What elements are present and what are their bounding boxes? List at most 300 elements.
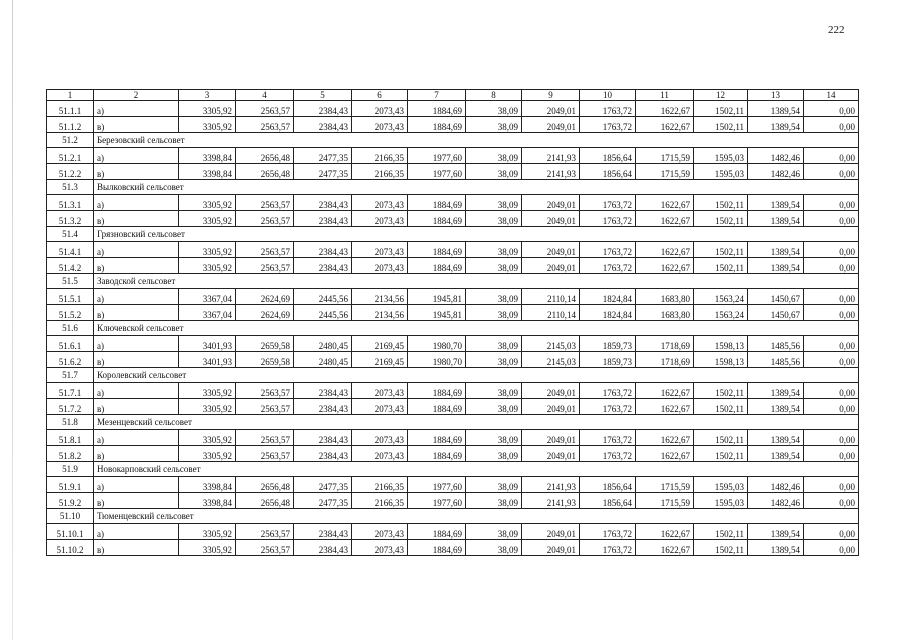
value-cell: 1389,54: [748, 101, 804, 117]
value-cell: 0,00: [804, 242, 859, 258]
value-cell: 2073,43: [352, 430, 408, 446]
value-cell: 2049,01: [522, 399, 580, 415]
value-cell: 1884,69: [408, 524, 466, 540]
value-cell: 1482,46: [748, 493, 804, 509]
value-cell: 0,00: [804, 289, 859, 305]
row-code: 51.6.1: [47, 336, 94, 352]
value-cell: 1595,03: [694, 477, 748, 493]
row-code: 51.7.2: [47, 399, 94, 415]
value-cell: 1595,03: [694, 148, 748, 164]
value-cell: 3305,92: [179, 430, 236, 446]
section-code: 51.7: [47, 368, 94, 383]
value-cell: 2384,43: [294, 258, 352, 274]
value-cell: 1856,64: [580, 477, 636, 493]
value-cell: 1856,64: [580, 164, 636, 180]
value-cell: 2384,43: [294, 540, 352, 556]
value-cell: 2563,57: [236, 195, 294, 211]
value-cell: 1945,81: [408, 289, 466, 305]
value-cell: 1763,72: [580, 383, 636, 399]
value-cell: 1977,60: [408, 493, 466, 509]
row-code: 51.1.2: [47, 117, 94, 133]
row-label: в): [94, 117, 179, 133]
value-cell: 38,09: [466, 430, 522, 446]
row-label: а): [94, 101, 179, 117]
value-cell: 2563,57: [236, 101, 294, 117]
scan-edge: [12, 0, 13, 640]
value-cell: 1763,72: [580, 117, 636, 133]
value-cell: 1718,69: [636, 352, 694, 368]
value-cell: 3398,84: [179, 493, 236, 509]
row-code: 51.3.1: [47, 195, 94, 211]
row-code: 51.5.1: [47, 289, 94, 305]
table-row: [47, 352, 859, 368]
table-row: [47, 383, 859, 399]
value-cell: 2563,57: [236, 524, 294, 540]
value-cell: 3305,92: [179, 211, 236, 227]
table-row: [47, 258, 859, 274]
table-row: [47, 148, 859, 164]
column-header: 3: [179, 90, 236, 101]
value-cell: 1622,67: [636, 101, 694, 117]
value-cell: 0,00: [804, 383, 859, 399]
value-cell: 2049,01: [522, 524, 580, 540]
value-cell: 1945,81: [408, 305, 466, 321]
value-cell: 1389,54: [748, 195, 804, 211]
value-cell: 2141,93: [522, 493, 580, 509]
value-cell: 2049,01: [522, 101, 580, 117]
value-cell: 0,00: [804, 477, 859, 493]
value-cell: 0,00: [804, 446, 859, 462]
value-cell: 38,09: [466, 242, 522, 258]
value-cell: 1450,67: [748, 305, 804, 321]
value-cell: 1977,60: [408, 477, 466, 493]
row-label: в): [94, 352, 179, 368]
value-cell: 2166,35: [352, 164, 408, 180]
value-cell: 1389,54: [748, 430, 804, 446]
value-cell: 1622,67: [636, 117, 694, 133]
value-cell: 1389,54: [748, 540, 804, 556]
table-row: [47, 117, 859, 133]
value-cell: 2384,43: [294, 399, 352, 415]
value-cell: 2480,45: [294, 352, 352, 368]
value-cell: 1622,67: [636, 524, 694, 540]
column-header: 5: [294, 90, 352, 101]
value-cell: 3305,92: [179, 195, 236, 211]
value-cell: 1763,72: [580, 399, 636, 415]
value-cell: 38,09: [466, 211, 522, 227]
value-cell: 2445,56: [294, 289, 352, 305]
value-cell: 1502,11: [694, 211, 748, 227]
value-cell: 2445,56: [294, 305, 352, 321]
section-row: [47, 415, 859, 430]
section-row: [47, 368, 859, 383]
value-cell: 38,09: [466, 305, 522, 321]
value-cell: 1715,59: [636, 164, 694, 180]
value-cell: 38,09: [466, 258, 522, 274]
value-cell: 1683,80: [636, 289, 694, 305]
row-label: а): [94, 336, 179, 352]
row-code: 51.7.1: [47, 383, 94, 399]
value-cell: 1763,72: [580, 211, 636, 227]
value-cell: 2477,35: [294, 164, 352, 180]
section-name: Королевский сельсовет: [94, 368, 859, 383]
value-cell: 2477,35: [294, 477, 352, 493]
value-cell: 1389,54: [748, 242, 804, 258]
value-cell: 0,00: [804, 164, 859, 180]
value-cell: 1622,67: [636, 211, 694, 227]
value-cell: 2656,48: [236, 477, 294, 493]
value-cell: 1622,67: [636, 540, 694, 556]
value-cell: 1859,73: [580, 336, 636, 352]
table-row: [47, 430, 859, 446]
column-header: 8: [466, 90, 522, 101]
row-code: 51.3.2: [47, 211, 94, 227]
value-cell: 1450,67: [748, 289, 804, 305]
value-cell: 1389,54: [748, 117, 804, 133]
value-cell: 3305,92: [179, 540, 236, 556]
table-row: [47, 540, 859, 556]
value-cell: 2384,43: [294, 211, 352, 227]
value-cell: 2169,45: [352, 352, 408, 368]
value-cell: 1389,54: [748, 383, 804, 399]
row-code: 51.4.2: [47, 258, 94, 274]
section-name: Вылковский сельсовет: [94, 180, 859, 195]
value-cell: 1884,69: [408, 383, 466, 399]
value-cell: 1718,69: [636, 336, 694, 352]
section-code: 51.4: [47, 227, 94, 242]
value-cell: 38,09: [466, 289, 522, 305]
value-cell: 1715,59: [636, 477, 694, 493]
value-cell: 2384,43: [294, 101, 352, 117]
value-cell: 1622,67: [636, 195, 694, 211]
value-cell: 1622,67: [636, 446, 694, 462]
table-row: [47, 242, 859, 258]
value-cell: 38,09: [466, 117, 522, 133]
row-label: а): [94, 242, 179, 258]
section-row: [47, 321, 859, 336]
row-label: в): [94, 399, 179, 415]
column-header: 1: [47, 90, 94, 101]
value-cell: 2563,57: [236, 242, 294, 258]
value-cell: 2073,43: [352, 524, 408, 540]
table-row: [47, 446, 859, 462]
row-code: 51.4.1: [47, 242, 94, 258]
column-header: 13: [748, 90, 804, 101]
page-number: 222: [828, 24, 845, 36]
value-cell: 1884,69: [408, 430, 466, 446]
row-label: в): [94, 446, 179, 462]
value-cell: 38,09: [466, 493, 522, 509]
row-label: а): [94, 430, 179, 446]
value-cell: 0,00: [804, 211, 859, 227]
value-cell: 2384,43: [294, 195, 352, 211]
section-name: Заводской сельсовет: [94, 274, 859, 289]
value-cell: 1824,84: [580, 289, 636, 305]
value-cell: 0,00: [804, 258, 859, 274]
row-label: а): [94, 148, 179, 164]
section-name: Грязновский сельсовет: [94, 227, 859, 242]
row-label: в): [94, 540, 179, 556]
value-cell: 2477,35: [294, 148, 352, 164]
value-cell: 2563,57: [236, 211, 294, 227]
value-cell: 2134,56: [352, 305, 408, 321]
value-cell: 1502,11: [694, 101, 748, 117]
value-cell: 0,00: [804, 540, 859, 556]
value-cell: 3305,92: [179, 258, 236, 274]
row-label: а): [94, 477, 179, 493]
value-cell: 2656,48: [236, 493, 294, 509]
table-row: [47, 477, 859, 493]
value-cell: 0,00: [804, 399, 859, 415]
section-name: Тюменцевский сельсовет: [94, 509, 859, 524]
value-cell: 2384,43: [294, 242, 352, 258]
value-cell: 38,09: [466, 336, 522, 352]
value-cell: 2624,69: [236, 289, 294, 305]
value-cell: 0,00: [804, 493, 859, 509]
column-header: 10: [580, 90, 636, 101]
column-header: 4: [236, 90, 294, 101]
value-cell: 2073,43: [352, 242, 408, 258]
value-cell: 1977,60: [408, 164, 466, 180]
section-row: [47, 462, 859, 477]
header-row: [47, 90, 859, 101]
row-label: в): [94, 164, 179, 180]
value-cell: 0,00: [804, 430, 859, 446]
value-cell: 1884,69: [408, 399, 466, 415]
value-cell: 0,00: [804, 352, 859, 368]
value-cell: 2477,35: [294, 493, 352, 509]
value-cell: 1622,67: [636, 242, 694, 258]
row-code: 51.8.2: [47, 446, 94, 462]
row-label: а): [94, 524, 179, 540]
value-cell: 1884,69: [408, 211, 466, 227]
row-label: в): [94, 211, 179, 227]
table-row: [47, 211, 859, 227]
column-header: 2: [94, 90, 179, 101]
value-cell: 2049,01: [522, 211, 580, 227]
row-label: в): [94, 493, 179, 509]
column-header: 12: [694, 90, 748, 101]
value-cell: 2073,43: [352, 117, 408, 133]
value-cell: 1485,56: [748, 336, 804, 352]
value-cell: 1389,54: [748, 399, 804, 415]
column-header: 9: [522, 90, 580, 101]
value-cell: 1856,64: [580, 493, 636, 509]
value-cell: 3398,84: [179, 148, 236, 164]
value-cell: 1683,80: [636, 305, 694, 321]
value-cell: 1763,72: [580, 540, 636, 556]
section-code: 51.3: [47, 180, 94, 195]
column-header: 11: [636, 90, 694, 101]
value-cell: 1622,67: [636, 399, 694, 415]
row-label: а): [94, 383, 179, 399]
value-cell: 2656,48: [236, 164, 294, 180]
value-cell: 2563,57: [236, 399, 294, 415]
value-cell: 1389,54: [748, 524, 804, 540]
value-cell: 2073,43: [352, 258, 408, 274]
value-cell: 2384,43: [294, 117, 352, 133]
value-cell: 38,09: [466, 524, 522, 540]
value-cell: 2049,01: [522, 446, 580, 462]
value-cell: 2073,43: [352, 446, 408, 462]
row-code: 51.10.1: [47, 524, 94, 540]
value-cell: 2073,43: [352, 540, 408, 556]
value-cell: 0,00: [804, 101, 859, 117]
table-row: [47, 336, 859, 352]
section-row: [47, 133, 859, 148]
section-row: [47, 509, 859, 524]
section-code: 51.2: [47, 133, 94, 148]
row-code: 51.2.2: [47, 164, 94, 180]
value-cell: 1856,64: [580, 148, 636, 164]
value-cell: 38,09: [466, 399, 522, 415]
value-cell: 1715,59: [636, 148, 694, 164]
value-cell: 1563,24: [694, 305, 748, 321]
row-code: 51.2.1: [47, 148, 94, 164]
table-row: [47, 195, 859, 211]
value-cell: 2110,14: [522, 289, 580, 305]
value-cell: 0,00: [804, 117, 859, 133]
table-row: [47, 399, 859, 415]
table-row: [47, 524, 859, 540]
section-code: 51.6: [47, 321, 94, 336]
value-cell: 1763,72: [580, 430, 636, 446]
section-name: Ключевской сельсовет: [94, 321, 859, 336]
value-cell: 1598,13: [694, 352, 748, 368]
value-cell: 2169,45: [352, 336, 408, 352]
value-cell: 1482,46: [748, 164, 804, 180]
value-cell: 2166,35: [352, 148, 408, 164]
value-cell: 2480,45: [294, 336, 352, 352]
value-cell: 0,00: [804, 305, 859, 321]
value-cell: 1884,69: [408, 242, 466, 258]
value-cell: 1884,69: [408, 540, 466, 556]
section-row: [47, 180, 859, 195]
value-cell: 1482,46: [748, 477, 804, 493]
row-label: в): [94, 305, 179, 321]
value-cell: 1980,70: [408, 352, 466, 368]
value-cell: 1389,54: [748, 211, 804, 227]
value-cell: 3398,84: [179, 164, 236, 180]
value-cell: 2073,43: [352, 101, 408, 117]
value-cell: 3305,92: [179, 524, 236, 540]
row-code: 51.6.2: [47, 352, 94, 368]
value-cell: 38,09: [466, 477, 522, 493]
value-cell: 38,09: [466, 148, 522, 164]
value-cell: 1763,72: [580, 524, 636, 540]
value-cell: 1884,69: [408, 101, 466, 117]
value-cell: 1824,84: [580, 305, 636, 321]
section-code: 51.9: [47, 462, 94, 477]
value-cell: 1763,72: [580, 446, 636, 462]
table-row: [47, 493, 859, 509]
table-row: [47, 289, 859, 305]
value-cell: 1502,11: [694, 430, 748, 446]
section-code: 51.5: [47, 274, 94, 289]
value-cell: 3398,84: [179, 477, 236, 493]
value-cell: 1502,11: [694, 195, 748, 211]
value-cell: 38,09: [466, 540, 522, 556]
value-cell: 2384,43: [294, 524, 352, 540]
value-cell: 3401,93: [179, 336, 236, 352]
value-cell: 1502,11: [694, 446, 748, 462]
value-cell: 1622,67: [636, 258, 694, 274]
value-cell: 3367,04: [179, 289, 236, 305]
value-cell: 2656,48: [236, 148, 294, 164]
row-code: 51.8.1: [47, 430, 94, 446]
value-cell: 2073,43: [352, 195, 408, 211]
value-cell: 0,00: [804, 195, 859, 211]
value-cell: 1595,03: [694, 164, 748, 180]
value-cell: 1502,11: [694, 258, 748, 274]
column-header: 6: [352, 90, 408, 101]
value-cell: 1977,60: [408, 148, 466, 164]
value-cell: 1763,72: [580, 242, 636, 258]
column-header: 7: [408, 90, 466, 101]
value-cell: 38,09: [466, 101, 522, 117]
value-cell: 2563,57: [236, 117, 294, 133]
value-cell: 2073,43: [352, 211, 408, 227]
value-cell: 2563,57: [236, 430, 294, 446]
value-cell: 2384,43: [294, 430, 352, 446]
value-cell: 0,00: [804, 336, 859, 352]
value-cell: 2049,01: [522, 383, 580, 399]
section-name: Мезенцевский сельсовет: [94, 415, 859, 430]
table-row: [47, 101, 859, 117]
table-body: [47, 90, 859, 556]
value-cell: 2049,01: [522, 195, 580, 211]
value-cell: 0,00: [804, 148, 859, 164]
value-cell: 38,09: [466, 352, 522, 368]
value-cell: 1884,69: [408, 195, 466, 211]
value-cell: 2073,43: [352, 399, 408, 415]
section-row: [47, 274, 859, 289]
value-cell: 1980,70: [408, 336, 466, 352]
row-code: 51.1.1: [47, 101, 94, 117]
value-cell: 2563,57: [236, 258, 294, 274]
value-cell: 2166,35: [352, 477, 408, 493]
value-cell: 1884,69: [408, 117, 466, 133]
value-cell: 3305,92: [179, 399, 236, 415]
value-cell: 1485,56: [748, 352, 804, 368]
value-cell: 1763,72: [580, 101, 636, 117]
value-cell: 2145,03: [522, 336, 580, 352]
value-cell: 1389,54: [748, 258, 804, 274]
row-label: в): [94, 258, 179, 274]
value-cell: 2145,03: [522, 352, 580, 368]
value-cell: 0,00: [804, 524, 859, 540]
value-cell: 2049,01: [522, 242, 580, 258]
value-cell: 2049,01: [522, 430, 580, 446]
value-cell: 1622,67: [636, 430, 694, 446]
value-cell: 2563,57: [236, 446, 294, 462]
value-cell: 3367,04: [179, 305, 236, 321]
value-cell: 2073,43: [352, 383, 408, 399]
value-cell: 2134,56: [352, 289, 408, 305]
value-cell: 1482,46: [748, 148, 804, 164]
value-cell: 2384,43: [294, 383, 352, 399]
value-cell: 1502,11: [694, 383, 748, 399]
value-cell: 1502,11: [694, 524, 748, 540]
row-label: а): [94, 289, 179, 305]
value-cell: 1859,73: [580, 352, 636, 368]
value-cell: 1389,54: [748, 446, 804, 462]
value-cell: 2141,93: [522, 148, 580, 164]
section-code: 51.10: [47, 509, 94, 524]
value-cell: 3305,92: [179, 446, 236, 462]
row-code: 51.10.2: [47, 540, 94, 556]
value-cell: 1884,69: [408, 446, 466, 462]
